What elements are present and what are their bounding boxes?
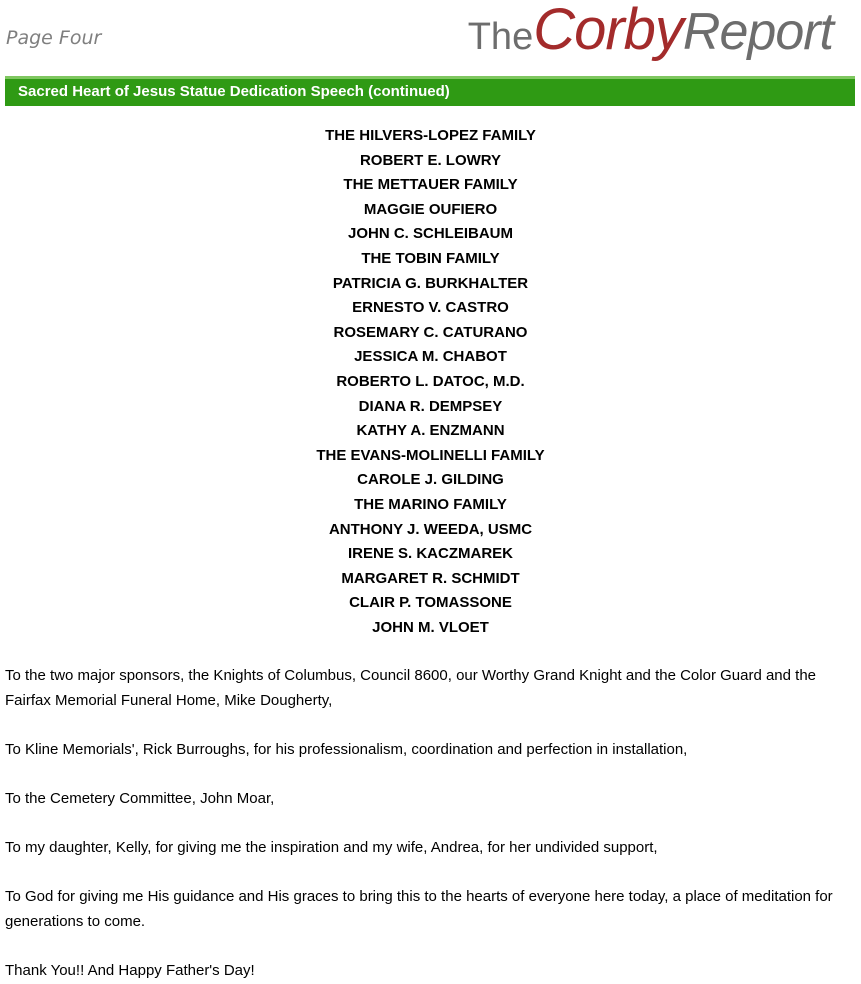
- donor-name: THE METTAUER FAMILY: [343, 176, 518, 194]
- donor-name: DIANA R. DEMPSEY: [358, 397, 503, 415]
- donor-name: IRENE S. KACZMAREK: [347, 545, 513, 563]
- donor-name: MARGARET R. SCHMIDT: [341, 569, 520, 587]
- donor-name: THE HILVERS-LOPEZ FAMILY: [325, 127, 536, 144]
- section-banner: [5, 76, 855, 106]
- paragraph-god: To God for giving me His guidance and His graces to bring this to the hearts of everyone here today, a place of meditation for generations to come.: [5, 888, 833, 930]
- donor-name: ROBERT E. LOWRY: [359, 151, 502, 169]
- donor-name: THE EVANS-MOLINELLI FAMILY: [316, 446, 545, 464]
- paragraph-family: To my daughter, Kelly, for giving me the inspiration and my wife, Andrea, for her undivided support,: [5, 839, 658, 856]
- donor-name: THE MARINO FAMILY: [354, 495, 507, 513]
- paragraph-kline: To Kline Memorials', Rick Burroughs, for his professionalism, coordination and perfection in installation,: [5, 741, 688, 758]
- donor-name: KATHY A. ENZMANN: [356, 422, 505, 440]
- corby-report-logo: [468, 0, 833, 63]
- donor-name: ROSEMARY C. CATURANO: [333, 323, 528, 341]
- donor-name: THE TOBIN FAMILY: [361, 249, 500, 267]
- logo-report: Report: [682, 3, 833, 61]
- donor-name: CAROLE J. GILDING: [357, 471, 504, 489]
- paragraph-sponsors: To the two major sponsors, the Knights of Columbus, Council 8600, our Worthy Grand Knight and the Color Guard and the Fairfax Memorial Funeral Home, Mike Dougherty,: [5, 667, 817, 709]
- section-title: Sacred Heart of Jesus Statue Dedication Speech (continued): [18, 83, 450, 100]
- donor-name: ROBERTO L. DATOC, M.D.: [336, 372, 525, 390]
- paragraph-cemetery: To the Cemetery Committee, John Moar,: [5, 790, 275, 807]
- donor-name: ANTHONY J. WEEDA, USMC: [328, 520, 533, 538]
- page-label: Page Four: [6, 27, 102, 49]
- donor-name: PATRICIA G. BURKHALTER: [332, 274, 529, 292]
- logo-the: The: [467, 16, 534, 58]
- donor-name: JOHN C. SCHLEIBAUM: [347, 225, 513, 243]
- donor-names-list: [0, 124, 861, 640]
- paragraph-thanks: Thank You!! And Happy Father's Day!: [5, 962, 255, 979]
- donor-name: JOHN M. VLOET: [372, 618, 489, 636]
- donor-name: MAGGIE OUFIERO: [363, 200, 498, 218]
- logo-corby: Corby: [533, 0, 683, 62]
- donor-name: JESSICA M. CHABOT: [354, 348, 507, 366]
- donor-name: ERNESTO V. CASTRO: [352, 299, 509, 317]
- donor-name: CLAIR P. TOMASSONE: [349, 594, 512, 612]
